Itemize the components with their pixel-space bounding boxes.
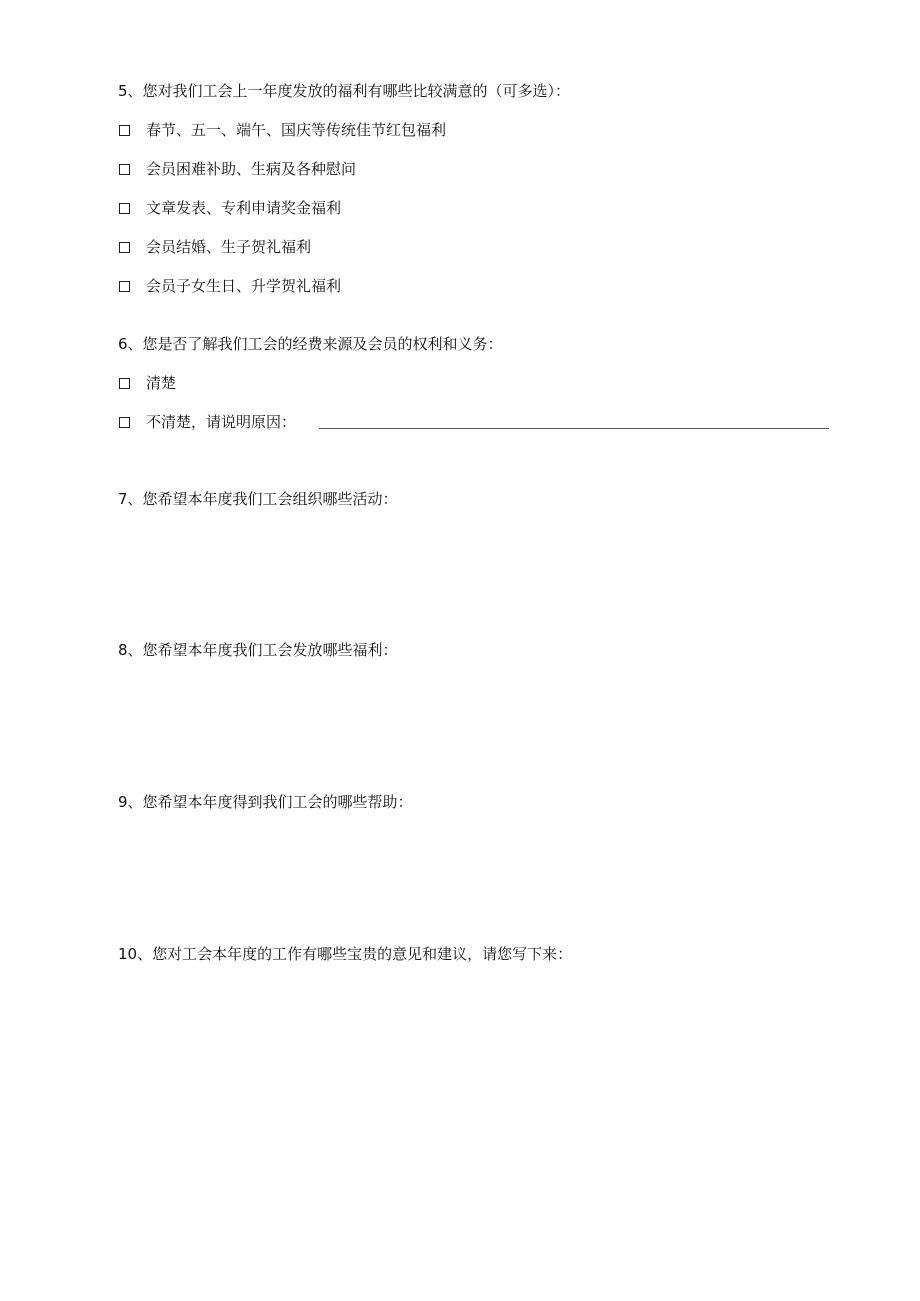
q5-option-5-label: 会员子女生日、升学贺礼福利 bbox=[146, 277, 342, 295]
checkbox-icon[interactable] bbox=[119, 164, 130, 175]
question-6-title: 6、您是否了解我们工会的经费来源及会员的权利和义务： bbox=[118, 335, 503, 353]
q5-option-2-label: 会员困难补助、生病及各种慰问 bbox=[146, 160, 357, 178]
question-10-title: 10、您对工会本年度的工作有哪些宝贵的意见和建议，请您写下来： bbox=[118, 945, 573, 963]
checkbox-icon[interactable] bbox=[119, 242, 130, 253]
q5-option-1[interactable] bbox=[119, 120, 446, 140]
q6-option-clear[interactable] bbox=[119, 373, 176, 393]
reason-blank-line[interactable] bbox=[319, 428, 829, 429]
question-8-title: 8、您希望本年度我们工会发放哪些福利： bbox=[118, 641, 398, 659]
q6-option-unclear-label: 不清楚，请说明原因： bbox=[146, 413, 297, 431]
q6-option-clear-label: 清楚 bbox=[146, 374, 177, 392]
q5-option-2[interactable] bbox=[119, 159, 356, 179]
q5-option-4[interactable] bbox=[119, 237, 311, 257]
checkbox-icon[interactable] bbox=[119, 203, 130, 214]
checkbox-icon[interactable] bbox=[119, 125, 130, 136]
q5-option-1-label: 春节、五一、端午、国庆等传统佳节红包福利 bbox=[146, 121, 447, 139]
q5-option-5[interactable] bbox=[119, 276, 341, 296]
checkbox-icon[interactable] bbox=[119, 378, 130, 389]
q5-option-3[interactable] bbox=[119, 198, 341, 218]
checkbox-icon[interactable] bbox=[119, 417, 130, 428]
q5-option-4-label: 会员结婚、生子贺礼福利 bbox=[146, 238, 312, 256]
checkbox-icon[interactable] bbox=[119, 281, 130, 292]
question-5-title: 5、您对我们工会上一年度发放的福利有哪些比较满意的（可多选）： bbox=[118, 82, 571, 100]
question-7-title: 7、您希望本年度我们工会组织哪些活动： bbox=[118, 490, 398, 508]
question-9-title: 9、您希望本年度得到我们工会的哪些帮助： bbox=[118, 793, 413, 811]
q6-option-unclear[interactable] bbox=[119, 412, 296, 432]
q5-option-3-label: 文章发表、专利申请奖金福利 bbox=[146, 199, 342, 217]
